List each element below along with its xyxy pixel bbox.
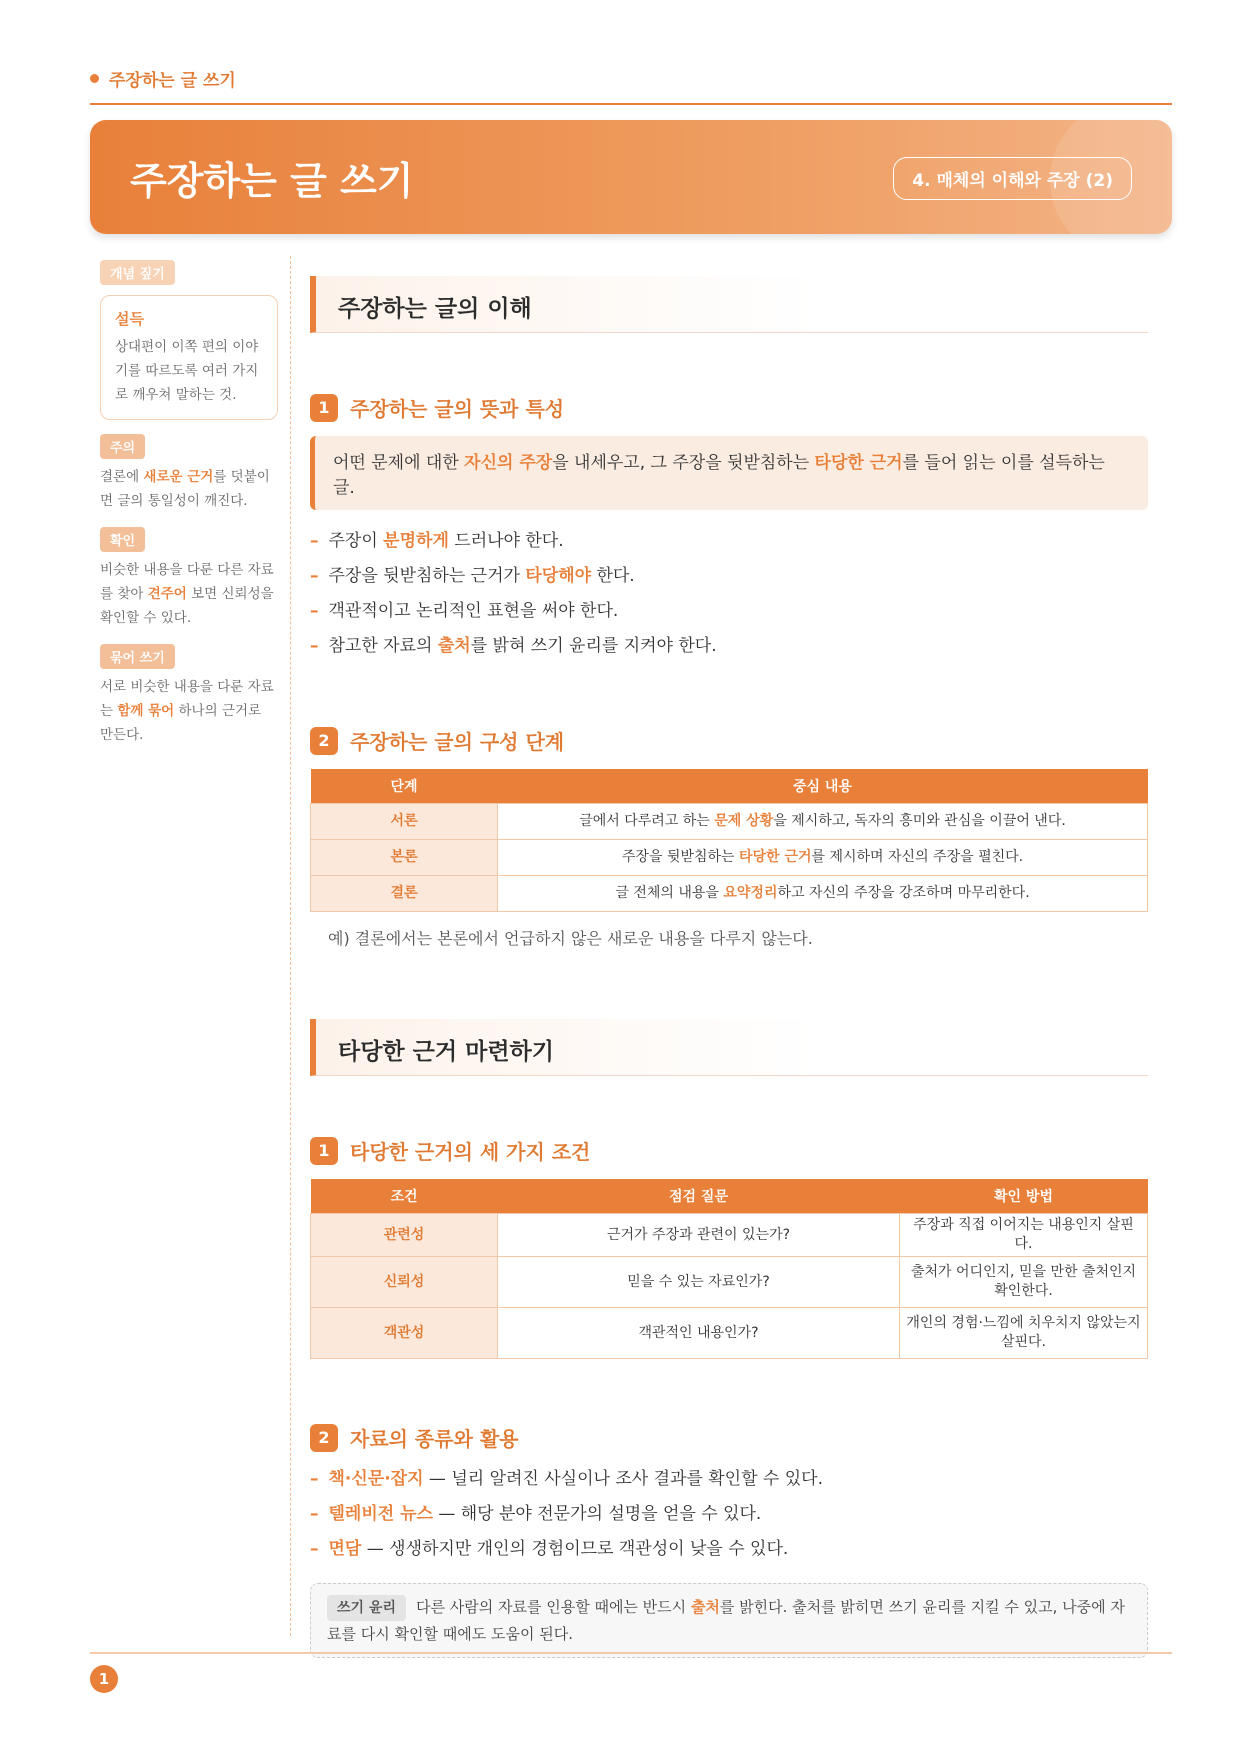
running-header xyxy=(90,66,236,91)
list-item: – 참고한 자료의 출처를 밝혀 쓰기 윤리를 지켜야 한다. xyxy=(310,636,717,656)
list-item: – 면담 — 생생하지만 개인의 경험이므로 객관성이 낮을 수 있다. xyxy=(310,1539,789,1559)
subsection-heading xyxy=(310,1136,1148,1165)
page-number: 1 xyxy=(90,1665,118,1693)
page-title: 주장하는 글 쓰기 xyxy=(130,159,414,203)
sidebar-divider xyxy=(290,256,291,1636)
table-header-row xyxy=(311,1179,1148,1214)
subsection-title: 자료의 종류와 활용 xyxy=(350,1427,519,1451)
table-header: 조건 xyxy=(311,1179,498,1214)
table-header: 중심 내용 xyxy=(498,769,1148,804)
title-banner xyxy=(90,120,1172,234)
caution-section xyxy=(100,434,278,513)
subsection-number: 2 xyxy=(310,1424,338,1452)
table-header-row xyxy=(311,769,1148,804)
check-text: 비슷한 내용을 다룬 다른 자료를 찾아 견주어 보면 신뢰성을 확인할 수 있다. xyxy=(100,562,274,626)
bullet-dot-icon xyxy=(90,74,99,83)
main-content xyxy=(310,276,1148,1658)
writing-ethics-box: 쓰기 윤리 다른 사람의 자료를 인용할 때에는 반드시 출처를 밝힌다. 출처를 밝히면 쓰기 윤리를 지킬 수 있고, 나중에 자료를 다시 확인할 때에도 도움이 된다. xyxy=(310,1583,1148,1658)
concept-text: 상대편이 이쪽 편의 이야기를 따르도록 여러 가지로 깨우쳐 말하는 것. xyxy=(115,339,259,403)
concept-title: 설득 xyxy=(115,310,144,328)
table-row: 신뢰성 믿을 수 있는 자료인가? 출처가 어디인지, 믿을 만한 출처인지 확인한다. xyxy=(311,1257,1148,1308)
header-divider xyxy=(90,103,1172,105)
example-note: 예) 결론에서는 본론에서 언급하지 않은 새로운 내용을 다루지 않는다. xyxy=(328,929,813,948)
list-item: – 객관적이고 논리적인 표현을 써야 한다. xyxy=(310,601,619,621)
list-item: – 주장이 분명하게 드러나야 한다. xyxy=(310,531,564,551)
chapter-badge: 4. 매체의 이해와 주장 (2) xyxy=(893,157,1132,200)
footer-divider xyxy=(90,1652,1172,1654)
subsection-heading xyxy=(310,1423,1148,1452)
subsection-number: 2 xyxy=(310,727,338,755)
sidebar xyxy=(100,260,278,747)
group-tag: 묶어 쓰기 xyxy=(100,644,175,669)
subsection-title: 주장하는 글의 구성 단계 xyxy=(350,730,565,754)
subsection-title: 주장하는 글의 뜻과 특성 xyxy=(350,397,565,421)
subsection-heading xyxy=(310,393,1148,422)
group-text: 서로 비슷한 내용을 다룬 자료는 함께 묶어 하나의 근거로 만든다. xyxy=(100,679,274,743)
table-header: 단계 xyxy=(311,769,498,804)
list-item: – 책·신문·잡지 — 널리 알려진 사실이나 조사 결과를 확인할 수 있다. xyxy=(310,1469,824,1489)
check-tag: 확인 xyxy=(100,527,145,552)
list-item: – 텔레비전 뉴스 — 해당 분야 전문가의 설명을 얻을 수 있다. xyxy=(310,1504,762,1524)
conditions-table xyxy=(310,1179,1148,1359)
running-header-label: 주장하는 글 쓰기 xyxy=(109,71,236,91)
concept-box xyxy=(100,295,278,420)
caution-text: 결론에 새로운 근거를 덧붙이면 글의 통일성이 깨진다. xyxy=(100,469,270,509)
list-item: – 주장을 뒷받침하는 근거가 타당해야 한다. xyxy=(310,566,635,586)
subsection-number: 1 xyxy=(310,1137,338,1165)
source-list xyxy=(310,1462,1148,1567)
section-heading: 타당한 근거 마련하기 xyxy=(310,1019,1148,1076)
subsection-title: 타당한 근거의 세 가지 조건 xyxy=(350,1140,591,1164)
definition-box: 어떤 문제에 대한 자신의 주장을 내세우고, 그 주장을 뒷받침하는 타당한 근거를 들어 읽는 이를 설득하는 글. xyxy=(310,436,1148,510)
table-header: 점검 질문 xyxy=(498,1179,900,1214)
table-row: 객관성 객관적인 내용인가? 개인의 경험·느낌에 치우치지 않았는지 살핀다. xyxy=(311,1308,1148,1359)
section-heading: 주장하는 글의 이해 xyxy=(310,276,1148,333)
table-row: 결론 글 전체의 내용을 요약정리하고 자신의 주장을 강조하며 마무리한다. xyxy=(311,876,1148,912)
check-section xyxy=(100,527,278,630)
group-section xyxy=(100,644,278,747)
structure-table xyxy=(310,769,1148,912)
table-row: 서론 글에서 다루려고 하는 문제 상황을 제시하고, 독자의 흥미와 관심을 이끌어 낸다. xyxy=(311,804,1148,840)
subsection-number: 1 xyxy=(310,394,338,422)
subsection-heading xyxy=(310,726,1148,755)
table-header: 확인 방법 xyxy=(900,1179,1148,1214)
table-row: 본론 주장을 뒷받침하는 타당한 근거를 제시하며 자신의 주장을 펼친다. xyxy=(311,840,1148,876)
concept-tag: 개념 짚기 xyxy=(100,260,175,285)
caution-tag: 주의 xyxy=(100,434,145,459)
ethics-tag: 쓰기 윤리 xyxy=(327,1595,406,1621)
table-row: 관련성 근거가 주장과 관련이 있는가? 주장과 직접 이어지는 내용인지 살핀다. xyxy=(311,1214,1148,1257)
trait-list xyxy=(310,524,1148,664)
